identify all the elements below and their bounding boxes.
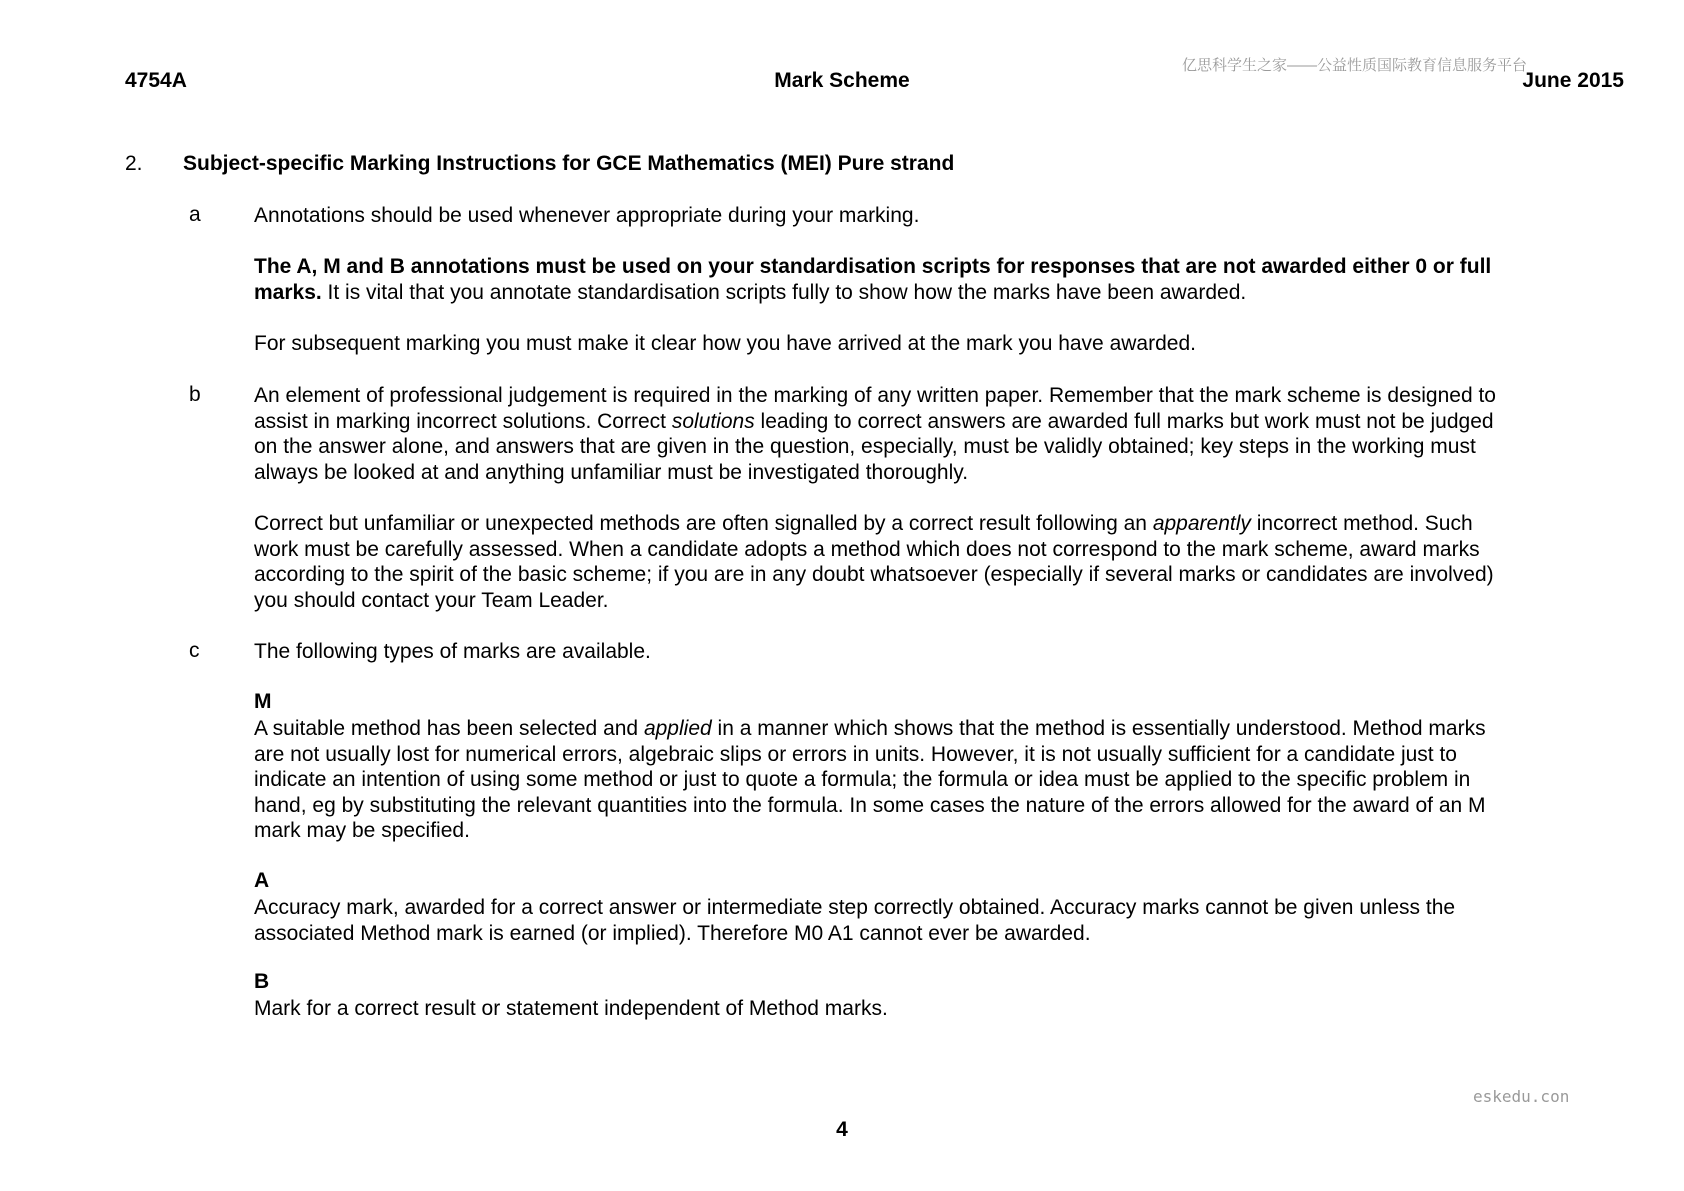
item-b-p2-part-b: incorrect method. Such work must be carefully assessed. When a candidate adopts a method which does not correspond to the mark scheme, award marks according to the spirit of the basic scheme; if you are in any doubt whatsoever (especially if several marks or candidates are involved) you should contact your Team Leader. [254,512,1494,612]
item-a-paragraph-2-rest: It is vital that you annotate standardisation scripts fully to show how the marks have been awarded. [321,280,1247,304]
item-b-letter: b [189,383,201,406]
item-c-letter: c [189,639,200,662]
header-title: Mark Scheme [774,69,910,92]
item-b-paragraph-1 [254,383,1514,485]
watermark-bottom: eskedu.con [1473,1087,1570,1106]
item-b-p2-italic: apparently [1152,512,1251,535]
item-a-paragraph-2-bold: The A, M and B annotations must be used on your standardisation scripts for responses that are not awarded either 0 or full marks. [254,255,1492,304]
header-date: June 2015 [1522,69,1624,92]
item-b-p2-part-a: Correct but unfamiliar or unexpected methods are often signalled by a correct result following an [254,512,1153,535]
item-b-p1-part-b: leading to correct answers are awarded full marks but work must not be judged on the answer alone, and answers that are given in the question, especially, must be validly obtained; key steps in the working must always be looked at and anything unfamiliar must be investigated thoroughly. [254,409,1494,484]
item-a-paragraph-1: Annotations should be used whenever appropriate during your marking. [254,204,920,227]
m-text-part-a: A suitable method has been selected and [254,717,644,740]
section-title: Subject-specific Marking Instructions for GCE Mathematics (MEI) Pure strand [183,152,955,175]
page-number: 4 [836,1118,848,1141]
item-b-p1-part-a: An element of professional judgement is required in the marking of any written paper. Remember that the mark scheme is designed to assist in marking incorrect solutions. Correct [254,384,1496,433]
item-a-paragraph-2 [254,254,1514,305]
item-b-p1-italic: solutions [671,409,755,433]
header-paper-code: 4754A [125,69,187,92]
mark-type-b-heading: B [254,970,270,993]
item-a-paragraph-3: For subsequent marking you must make it clear how you have arrived at the mark you have awarded. [254,332,1196,355]
watermark-top: 亿思科学生之家——公益性质国际教育信息服务平台 [1182,57,1528,74]
mark-type-a-text: Accuracy mark, awarded for a correct answer or intermediate step correctly obtained. Accuracy marks cannot be given unless the associated Method mark is earned (or implied). Therefore M0 A1 cannot ever be awarded. [254,896,1456,945]
item-b-paragraph-2 [254,511,1514,613]
m-text-part-b: in a manner which shows that the method is essentially understood. Method marks are not usually lost for numerical errors, algebraic slips or errors in units. However, it is not usually sufficient for a candidate just to indicate an intention of using some method or just to quote a formula; the formula or idea must be applied to the specific problem in hand, eg by substituting the relevant quantities into the formula. In some cases the nature of the errors allowed for the award of an M mark may be specified. [254,717,1486,843]
item-a-letter: a [189,203,201,226]
mark-type-m-heading: M [254,690,272,713]
mark-type-b-text: Mark for a correct result or statement independent of Method marks. [254,997,888,1020]
mark-type-a-heading: A [254,869,270,892]
section-number: 2. [125,152,143,175]
m-text-italic: applied [643,717,712,740]
item-c-intro: The following types of marks are available. [254,640,651,663]
mark-type-m-text [254,716,1514,844]
